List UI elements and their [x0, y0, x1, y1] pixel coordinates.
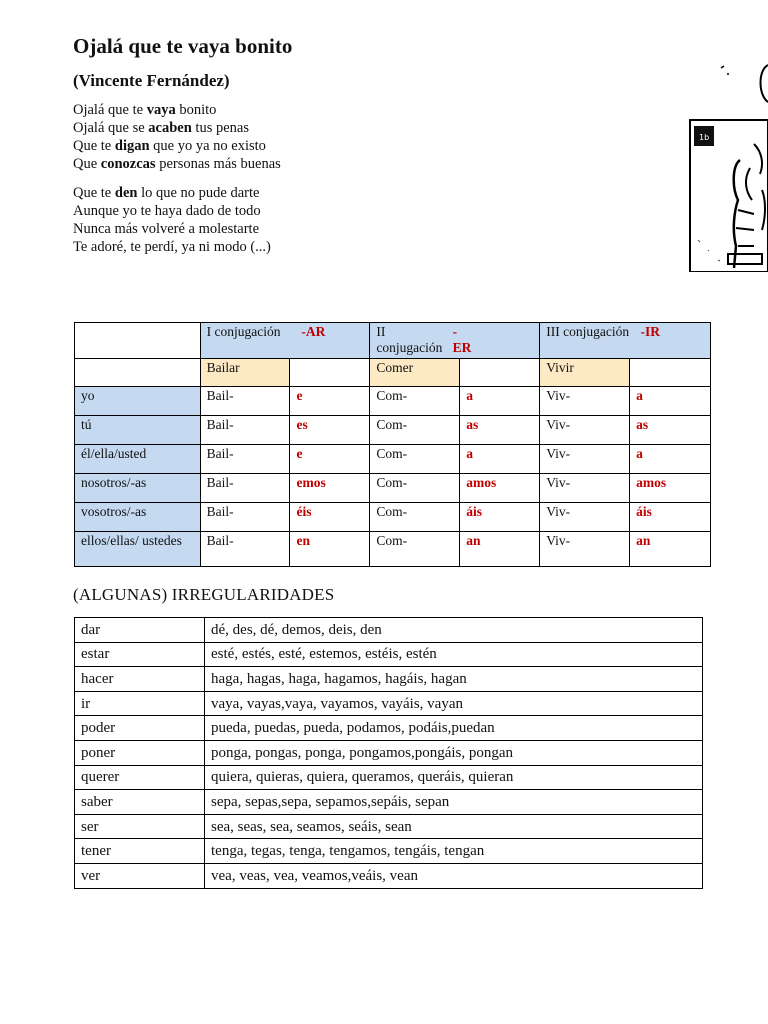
lyrics-stanza-1 — [73, 101, 281, 173]
forms-cell: vaya, vayas,vaya, vayamos, vayáis, vayan — [205, 691, 703, 716]
person-row — [75, 387, 711, 416]
verb-cell: tener — [75, 839, 205, 864]
infinitive-row — [75, 359, 711, 387]
ending-cell: a — [460, 445, 540, 474]
empty-corner-cell — [75, 323, 201, 359]
stem-cell: Bail- — [200, 416, 290, 445]
forms-cell: vea, veas, vea, veamos,veáis, vean — [205, 863, 703, 888]
ending-cell: a — [630, 387, 711, 416]
forms-cell: esté, estés, esté, estemos, estéis, estén — [205, 642, 703, 667]
forms-cell: quiera, quieras, quiera, queramos, queráis, quieran — [205, 765, 703, 790]
stem-cell: Bail- — [200, 445, 290, 474]
stem-cell: Bail- — [200, 387, 290, 416]
ending-cell: as — [460, 416, 540, 445]
ending-cell: an — [630, 532, 711, 567]
lyric-line: Aunque yo te haya dado de todo — [73, 203, 261, 219]
table-row — [75, 691, 703, 716]
ending-cell: as — [630, 416, 711, 445]
stem-cell: Bail- — [200, 532, 290, 567]
stem-cell: Viv- — [540, 532, 630, 567]
irregular-verbs-table — [74, 617, 703, 889]
table-row — [75, 765, 703, 790]
stem-cell: Viv- — [540, 416, 630, 445]
person-row — [75, 445, 711, 474]
ending-cell: an — [460, 532, 540, 567]
lyric-line: Que conozcas personas más buenas — [73, 156, 281, 172]
stem-cell: Com- — [370, 387, 460, 416]
lyric-line: Que te den lo que no pude darte — [73, 185, 260, 201]
stem-cell: Viv- — [540, 503, 630, 532]
ending-cell: amos — [630, 474, 711, 503]
person-label: yo — [75, 387, 201, 416]
group-header-ar: I conjugación -AR — [200, 323, 370, 359]
page-title: Ojalá que te vaya bonito — [73, 34, 293, 58]
person-row — [75, 503, 711, 532]
stem-cell: Bail- — [200, 503, 290, 532]
ending-cell: emos — [290, 474, 370, 503]
song-author: (Vincente Fernández) — [73, 71, 230, 90]
table-row — [75, 839, 703, 864]
group-header-ir: III conjugación -IR — [540, 323, 711, 359]
stem-cell: Com- — [370, 445, 460, 474]
verb-cell: estar — [75, 642, 205, 667]
forms-cell: pueda, puedas, pueda, podamos, podáis,puedan — [205, 716, 703, 741]
person-label: tú — [75, 416, 201, 445]
table-row — [75, 740, 703, 765]
person-row — [75, 474, 711, 503]
infinitive-cell: Vivir — [540, 359, 630, 387]
stem-cell: Viv- — [540, 474, 630, 503]
lyric-line: Ojalá que se acaben tus penas — [73, 120, 249, 136]
verb-cell: saber — [75, 790, 205, 815]
ending-cell: áis — [460, 503, 540, 532]
forms-cell: tenga, tegas, tenga, tengamos, tengáis, tengan — [205, 839, 703, 864]
verb-cell: ir — [75, 691, 205, 716]
verb-cell: ver — [75, 863, 205, 888]
forms-cell: sepa, sepas,sepa, sepamos,sepáis, sepan — [205, 790, 703, 815]
table-row — [75, 642, 703, 667]
stem-cell: Com- — [370, 416, 460, 445]
ending-cell: a — [630, 445, 711, 474]
infinitive-cell: Comer — [370, 359, 460, 387]
conjugation-table — [74, 322, 711, 567]
person-label: nosotros/-as — [75, 474, 201, 503]
verb-cell: poder — [75, 716, 205, 741]
person-label: vosotros/-as — [75, 503, 201, 532]
person-label: ellos/ellas/ ustedes — [75, 532, 201, 567]
stem-cell: Com- — [370, 532, 460, 567]
verb-cell: hacer — [75, 667, 205, 692]
forms-cell: sea, seas, sea, seamos, seáis, sean — [205, 814, 703, 839]
lyric-line: Ojalá que te vaya bonito — [73, 102, 217, 118]
ending-cell: áis — [630, 503, 711, 532]
verb-cell: ser — [75, 814, 205, 839]
stem-cell: Viv- — [540, 387, 630, 416]
person-row — [75, 532, 711, 567]
forms-cell: dé, des, dé, demos, deis, den — [205, 618, 703, 643]
stem-cell: Com- — [370, 503, 460, 532]
table-row — [75, 863, 703, 888]
ending-cell: amos — [460, 474, 540, 503]
verb-cell: querer — [75, 765, 205, 790]
irregulars-heading: (ALGUNAS) IRREGULARIDADES — [73, 585, 335, 604]
ending-cell: éis — [290, 503, 370, 532]
person-row — [75, 416, 711, 445]
forms-cell: haga, hagas, haga, hagamos, hagáis, hagan — [205, 667, 703, 692]
ending-cell: e — [290, 387, 370, 416]
table-row — [75, 618, 703, 643]
table-row — [75, 814, 703, 839]
stem-cell: Bail- — [200, 474, 290, 503]
verb-cell: poner — [75, 740, 205, 765]
lyric-line: Nunca más volveré a molestarte — [73, 221, 260, 237]
table-row — [75, 667, 703, 692]
verb-cell: dar — [75, 618, 205, 643]
table-row — [75, 790, 703, 815]
person-label: él/ella/usted — [75, 445, 201, 474]
ending-cell: en — [290, 532, 370, 567]
forms-cell: ponga, pongas, ponga, pongamos,pongáis, pongan — [205, 740, 703, 765]
stem-cell: Viv- — [540, 445, 630, 474]
stem-cell: Com- — [370, 474, 460, 503]
group-header-er: II conjugación -ER — [370, 323, 540, 359]
cartoon-figure-illustration — [688, 40, 768, 272]
ending-cell: a — [460, 387, 540, 416]
lyrics-stanza-2 — [73, 184, 271, 256]
lyric-line: Te adoré, te perdí, ya ni modo (...) — [73, 239, 271, 255]
infinitive-cell: Bailar — [200, 359, 290, 387]
table-row — [75, 716, 703, 741]
ending-cell: es — [290, 416, 370, 445]
conjugation-header-row — [75, 323, 711, 359]
illustration-badge: 1b — [699, 133, 710, 142]
ending-cell: e — [290, 445, 370, 474]
lyric-line: Que te digan que yo ya no existo — [73, 138, 266, 154]
